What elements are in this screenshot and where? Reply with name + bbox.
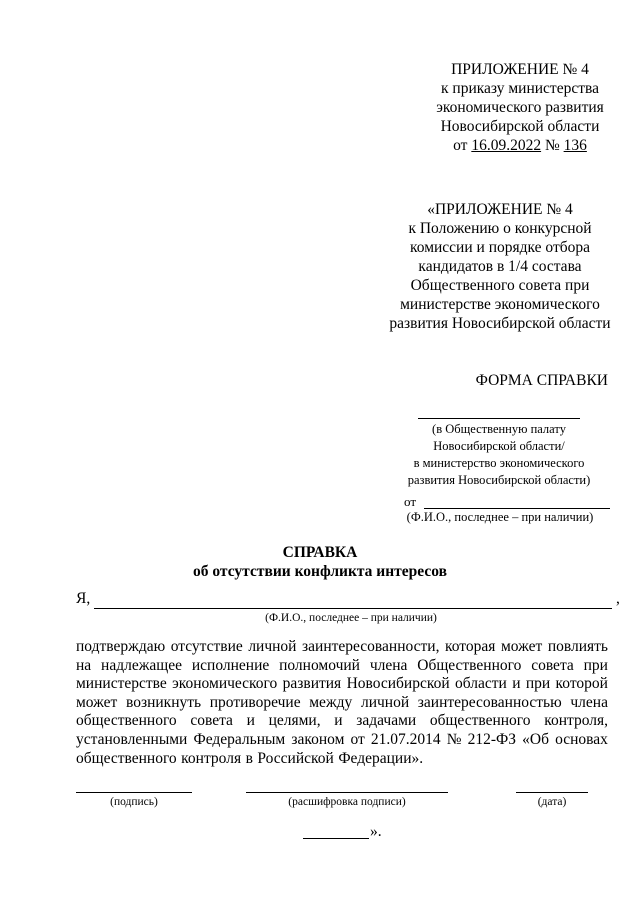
body-word: и (246, 712, 255, 730)
body-word: установленными (76, 730, 188, 748)
document-title (0, 543, 640, 581)
recipient-block (404, 418, 594, 489)
body-paragraph (76, 638, 608, 768)
annex-regulation-header (380, 200, 620, 333)
body-word: личной (360, 693, 410, 711)
transcript-blank-line[interactable] (246, 792, 448, 793)
body-line (76, 731, 608, 750)
body-word: области (455, 675, 507, 693)
declarant-row (76, 590, 626, 610)
body-word: при (525, 675, 551, 693)
body-word: которой (555, 675, 608, 693)
body-word: общественного (76, 749, 177, 767)
date-caption: (дата) (537, 796, 567, 808)
body-word: может (76, 693, 118, 711)
annex-order-line: к приказу министерства (441, 80, 599, 97)
body-word: члена (369, 656, 408, 674)
body-word: законом (291, 730, 345, 748)
body-word: и (334, 712, 343, 730)
body-word: контроля, (544, 712, 608, 730)
date-prefix: от (453, 137, 472, 154)
number-sign: № (541, 137, 564, 154)
body-word: совета (531, 656, 574, 674)
body-word: в (245, 749, 253, 767)
body-word: может (500, 638, 543, 655)
body-line (76, 638, 608, 657)
body-word: противоречие (209, 693, 301, 711)
body-word: Российской (257, 749, 334, 767)
from-label: от (404, 494, 417, 509)
body-word: которая (445, 638, 496, 655)
annex-regulation-line: кандидатов в 1/4 состава (418, 258, 582, 275)
body-word: заинтересованности, (302, 638, 440, 655)
body-word: личной (248, 638, 297, 655)
recipient-line: развития Новосибирской области) (407, 473, 591, 487)
order-number: 136 (563, 137, 587, 154)
body-word: возникнуть (126, 693, 202, 711)
annex-order-line: ПРИЛОЖЕНИЕ № 4 (451, 61, 589, 78)
body-word: основах (555, 730, 608, 748)
body-word: целями, (268, 712, 321, 730)
body-word: задачами (356, 712, 417, 730)
body-word: Федеральным (193, 730, 286, 748)
body-word: и (512, 675, 521, 693)
body-word: общественного (76, 712, 177, 730)
body-word: от (350, 730, 365, 748)
body-word: повлиять (547, 638, 608, 655)
body-word: заинтересованностью (417, 693, 562, 711)
body-word: надлежащее (101, 656, 182, 674)
body-word: общественного (429, 712, 531, 730)
signature-caption: (подпись) (110, 796, 158, 808)
declarant-blank-line[interactable] (94, 608, 612, 609)
annex-regulation-line: комиссии и порядке отбора (410, 239, 590, 256)
body-word: между (309, 693, 353, 711)
body-word: при (583, 656, 608, 674)
body-line (76, 712, 608, 731)
body-word: подтверждаю (76, 638, 166, 655)
from-blank-line[interactable] (424, 508, 610, 509)
form-title: ФОРМА СПРАВКИ (475, 372, 608, 389)
body-word: Новосибирской (346, 675, 450, 693)
declarant-label: Я, (76, 590, 91, 607)
order-date: 16.09.2022 (471, 137, 542, 154)
annex-regulation-line: к Положению о конкурсной (408, 220, 592, 237)
annex-order-line: экономического развития (436, 99, 604, 116)
body-line (76, 657, 608, 676)
document-title-sub: об отсутствии конфликта интересов (193, 563, 447, 580)
body-word: члена (570, 693, 608, 711)
closing-blank-line[interactable] (303, 838, 369, 839)
body-word: № (446, 730, 462, 748)
body-word: Федерации». (338, 749, 424, 767)
signature-blank-line[interactable] (76, 792, 192, 793)
annex-regulation-line: министерстве экономического (400, 296, 600, 313)
recipient-line: в министерство экономического (413, 456, 585, 470)
body-word: Общественного (417, 656, 522, 674)
body-word: 212-ФЗ (467, 730, 517, 748)
document-title-main: СПРАВКА (282, 544, 358, 561)
annex-order-date-line (400, 136, 640, 155)
body-word: 21.07.2014 (370, 730, 441, 748)
body-word: экономического (172, 675, 278, 693)
declarant-comma: , (616, 590, 620, 607)
body-word: министерстве (76, 675, 167, 693)
body-word: отсутствие (170, 638, 243, 655)
body-word: «Об (522, 730, 550, 748)
from-caption: (Ф.И.О., последнее – при наличии) (406, 510, 594, 524)
annex-order-header (400, 60, 640, 155)
body-word: на (76, 656, 92, 674)
annex-regulation-line: Общественного совета при (410, 277, 590, 294)
transcript-caption: (расшифровка подписи) (288, 796, 406, 808)
annex-order-line: Новосибирской области (440, 118, 600, 135)
recipient-line: Новосибирской области/ (433, 439, 565, 453)
body-word: исполнение (191, 656, 270, 674)
annex-regulation-line: «ПРИЛОЖЕНИЕ № 4 (427, 201, 573, 218)
recipient-blank-line[interactable] (418, 418, 580, 419)
date-blank-line[interactable] (516, 792, 588, 793)
recipient-line: (в Общественную палату (432, 422, 566, 436)
body-word: совета (190, 712, 233, 730)
body-line (76, 675, 608, 694)
body-line (76, 750, 608, 769)
body-line (76, 694, 608, 713)
body-word: развития (282, 675, 342, 693)
annex-regulation-line: развития Новосибирской области (389, 315, 611, 332)
body-word: контроля (181, 749, 242, 767)
closing-quote: ». (370, 823, 382, 840)
body-word: полномочий (279, 656, 360, 674)
declarant-caption: (Ф.И.О., последнее – при наличии) (265, 612, 437, 624)
